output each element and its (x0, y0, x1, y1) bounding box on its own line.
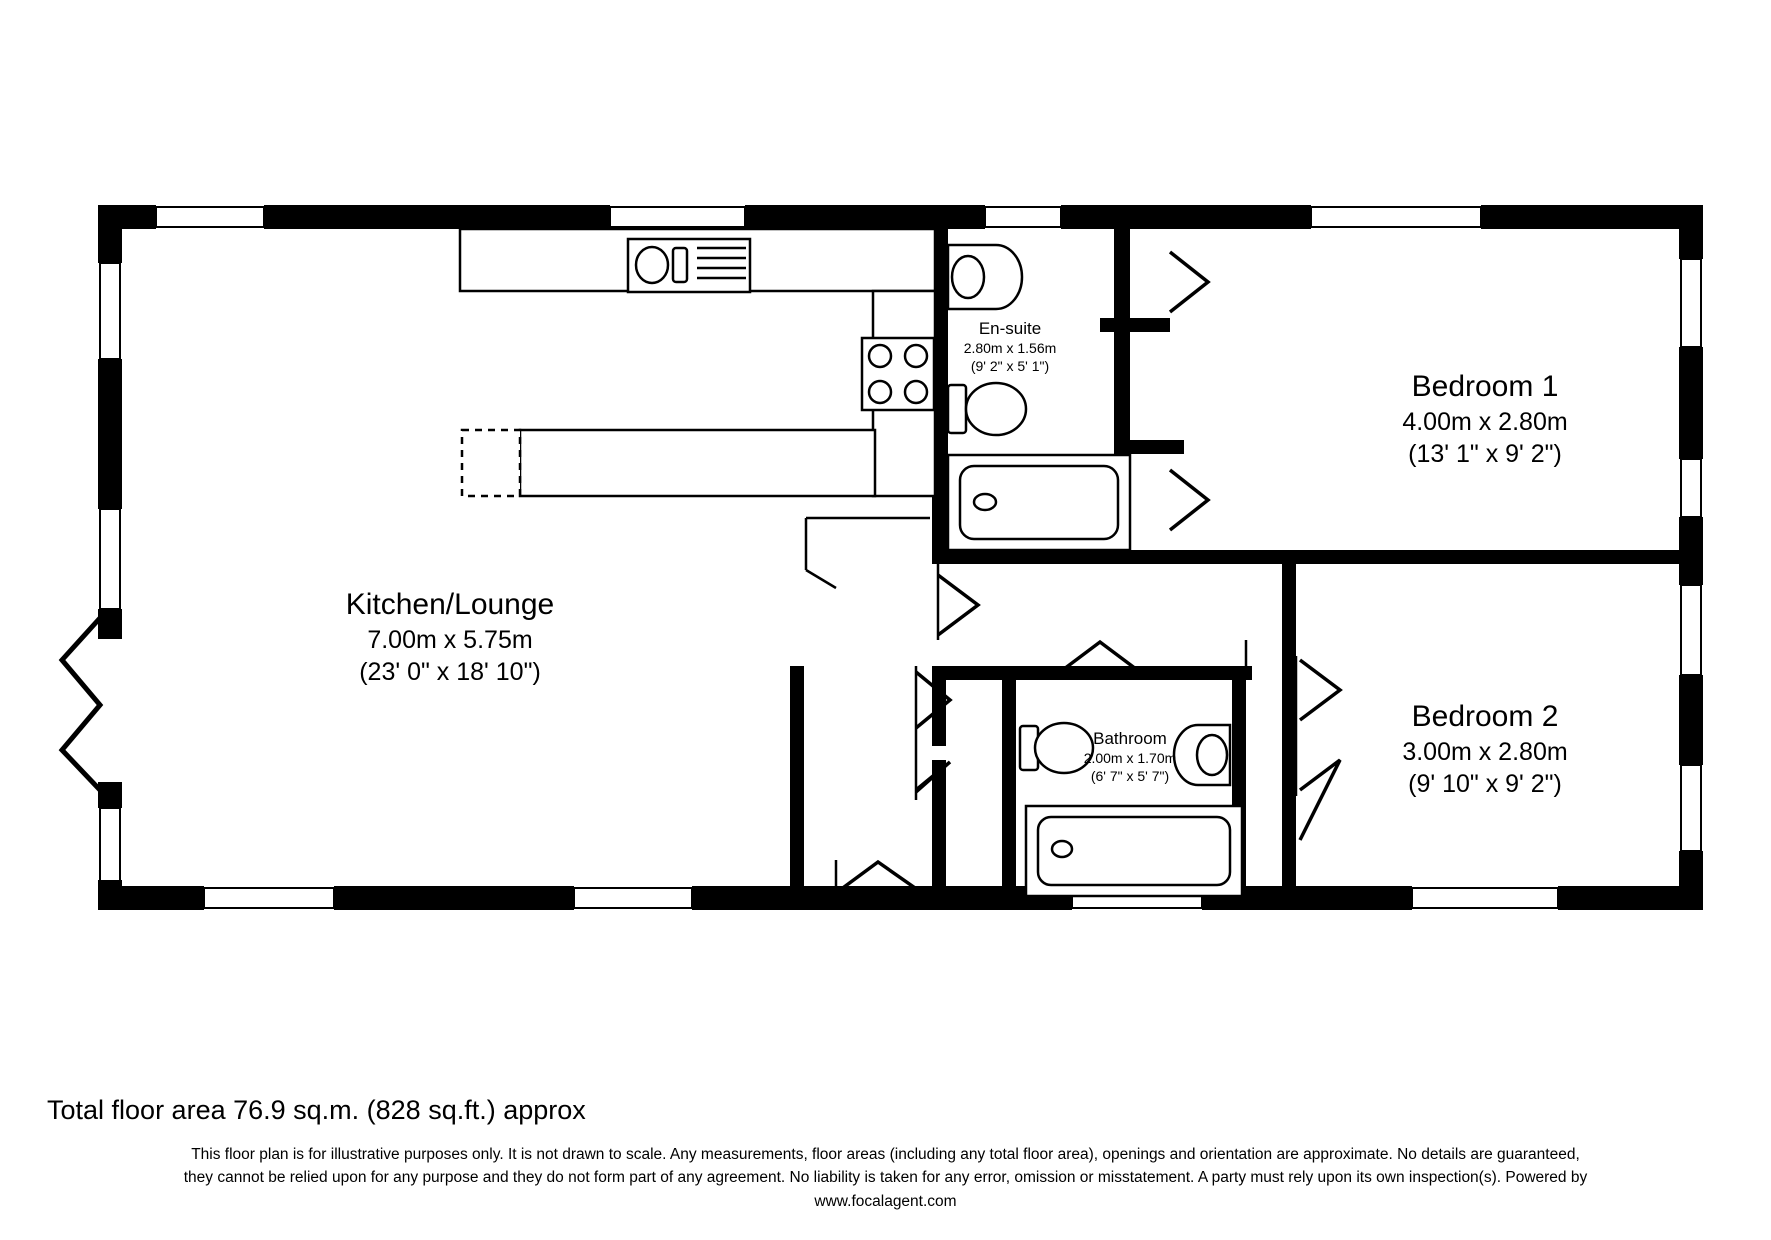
disclaimer-line-1: This floor plan is for illustrative purposes only. It is not drawn to scale. Any measurements, floor areas (including any total floor area), openings and orientation are approximate. No details are guaranteed, (191, 1146, 1580, 1163)
room-dimensions-imperial: (13' 1" x 9' 2") (1408, 440, 1562, 469)
left-wall-angled-detail (62, 618, 100, 790)
room-dimensions-metric: 2.00m x 1.70m (1083, 749, 1177, 766)
room-name: Kitchen/Lounge (345, 588, 555, 621)
room-label-bedroom-2 (1290, 698, 1680, 800)
ensuite-toilet (948, 383, 1026, 435)
room-dimensions-metric: 4.00m x 2.80m (1402, 408, 1568, 437)
kitchen-sink (628, 239, 750, 292)
ensuite-basin (948, 245, 1022, 309)
room-dimensions-imperial: (9' 10" x 9' 2") (1408, 770, 1562, 799)
kitchen-worktop-corner (806, 518, 932, 588)
room-dimensions-metric: 2.80m x 1.56m (963, 339, 1057, 356)
room-name: Bedroom 2 (1411, 700, 1559, 733)
room-name: Bedroom 1 (1411, 370, 1559, 403)
room-name: En-suite (978, 319, 1042, 338)
room-dimensions-imperial: (23' 0" x 18' 10") (359, 658, 541, 687)
room-dimensions-metric: 3.00m x 2.80m (1402, 738, 1568, 767)
room-label-en-suite (900, 318, 1120, 376)
disclaimer-line-2: they cannot be relied upon for any purpose and they do not form part of any agreement. No liability is taken for any error, omission or misstatement. A party must rely upon its own inspection(s). Powered by (183, 1169, 1588, 1187)
ensuite-bath (948, 455, 1130, 550)
room-label-bedroom-1 (1290, 368, 1680, 470)
room-label-kitchen-lounge (240, 586, 660, 688)
room-dimensions-imperial: (6' 7" x 5' 7") (1090, 767, 1170, 784)
room-dimensions-metric: 7.00m x 5.75m (367, 626, 533, 655)
total-floor-area: Total floor area 76.9 sq.m. (828 sq.ft.) approx (47, 1095, 586, 1125)
room-label-bathroom (1020, 728, 1240, 786)
room-dimensions-imperial: (9' 2" x 5' 1") (970, 357, 1050, 374)
room-name: Bathroom (1093, 729, 1167, 748)
disclaimer-line-3: www.focalagent.com (814, 1192, 957, 1210)
disclaimer-text (0, 1143, 1771, 1213)
bathroom-bath (1026, 806, 1242, 896)
